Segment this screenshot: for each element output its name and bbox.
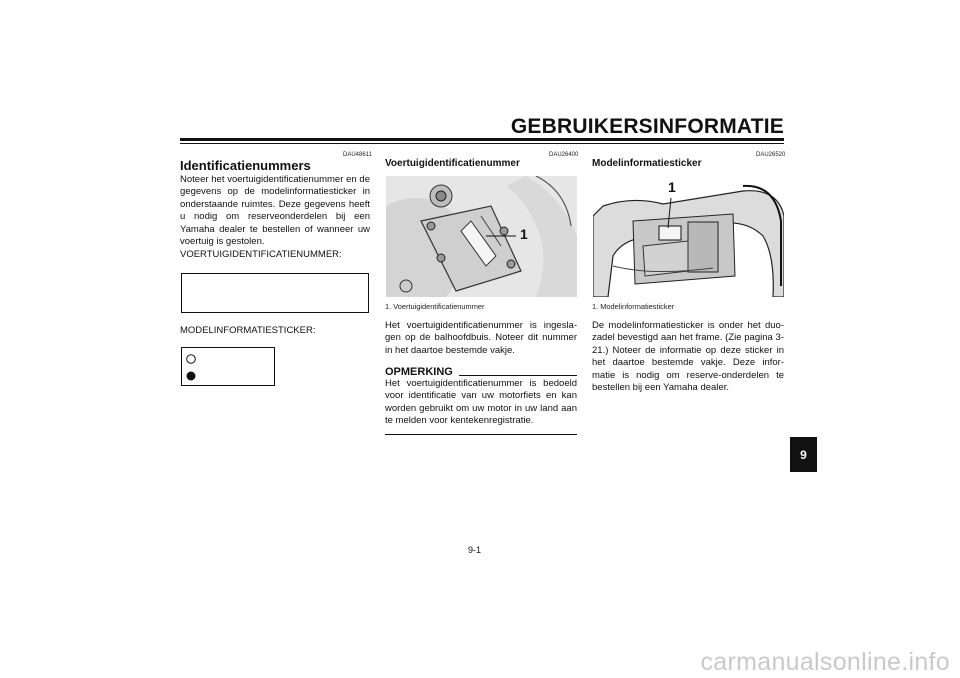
page-number: 9-1 xyxy=(468,545,482,555)
note-rule xyxy=(459,375,577,376)
photo-caption: 1. Voertuigidentificatienummer xyxy=(385,302,485,311)
vin-label: VOERTUIGIDENTIFICATIENUMMER: xyxy=(180,249,342,260)
vin-entry-box[interactable] xyxy=(181,273,369,313)
watermark: carmanualsonline.info xyxy=(700,648,950,676)
section-code: DAU48611 xyxy=(343,152,372,158)
vin-photo xyxy=(386,176,577,297)
section-heading: Modelinformatiesticker xyxy=(592,158,702,169)
section-body: Het voertuigidentificatienummer is ingesla-gen op de balhoofdbuis. Noteer dit nummer in het daartoe bestemde vakje. xyxy=(385,320,577,356)
filled-circle-icon xyxy=(187,372,196,381)
model-label: MODELINFORMATIESTICKER: xyxy=(180,325,316,336)
section-heading: Voertuigidentificatienummer xyxy=(385,158,520,169)
note-body: Het voertuigidentificatienummer is bedoeld voor identificatie van uw motorfiets en kan worden gebruikt om uw motor in uw land aan te melden voor kentekenregistratie. xyxy=(385,378,577,427)
section-heading: Identificatienummers xyxy=(180,158,311,173)
header-rule-thick xyxy=(180,138,784,141)
section-body: De modelinformatiesticker is onder het duo-zadel bevestigd aan het frame. (Zie pagina 3-21.) Noteer de informatie op deze sticker in het daartoe bestemde vakje. Deze infor-matie is nodig om reserve-onderdelen te bestellen bij een Yamaha dealer. xyxy=(592,320,784,394)
page-title: GEBRUIKERSINFORMATIE xyxy=(510,115,784,138)
sticker-photo xyxy=(593,176,784,297)
photo-callout: 1 xyxy=(520,226,528,242)
empty-circle-icon xyxy=(187,355,196,364)
photo-callout: 1 xyxy=(668,179,676,195)
header-rule-thin xyxy=(180,143,784,144)
model-entry-box[interactable] xyxy=(181,347,275,386)
chapter-tab[interactable]: 9 xyxy=(790,437,817,472)
note-end-rule xyxy=(385,434,577,435)
photo-caption: 1. Modelinformatiesticker xyxy=(592,302,675,311)
section-code: DAU26520 xyxy=(756,152,786,158)
section-body: Noteer het voertuigidentificatienummer en de gegevens op de modelinformatiesticker in onderstaande ruimtes. Deze gegevens heeft u nodig om reserveonderdelen bij een Yamaha dealer te bestellen of wanneer uw voertuig is gestolen. xyxy=(180,174,370,248)
section-code: DAU26400 xyxy=(549,152,579,158)
note-title: OPMERKING xyxy=(385,366,453,378)
model-sticker-symbols xyxy=(182,348,276,387)
